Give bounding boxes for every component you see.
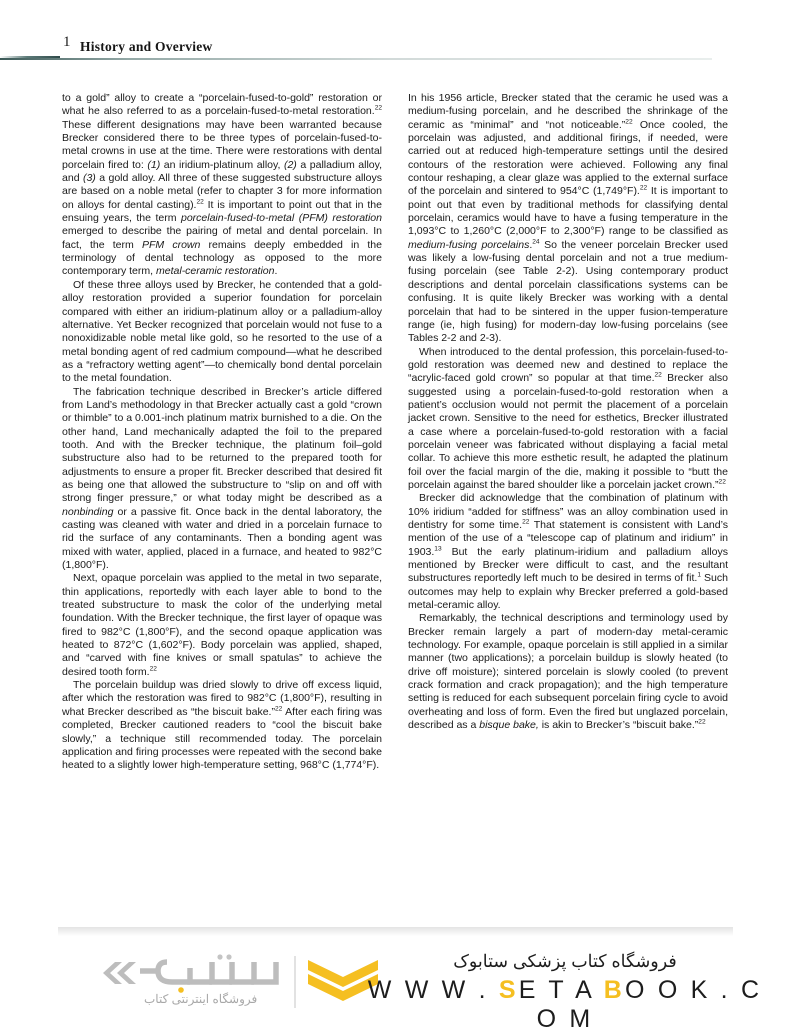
body-paragraph: The fabrication technique described in Brecker’s article differed from Land’s methodology in that Brecker actually cast a gold “crown or thimble” to a 0.001-inch platinum matrix burnished to a die. On the other hand, Land mechanically adapted the foil to the prepared tooth. And with the Brecker technique, the platinum foil–gold substructure also had to be returned to the prepared tooth for adjustments to ensure a proper fit. Brecker described that desired fit as being one that allowed the substructure to “slip on and off with strong finger pressure,” or what today might be described as a nonbinding or a passive fit. Once back in the dental laboratory, the casting was cleaned with water and dried in a porcelain furnace to rid the surface of any contaminants. Then a bonding agent was mixed with water, applied, placed in a furnace, and heated to 982°C (1,800°F). <box>62 385 382 572</box>
reference-marker: 22 <box>274 705 283 713</box>
logo-divider <box>294 956 296 1008</box>
reference-marker: 13 <box>434 545 442 553</box>
url-segment: W W W . <box>367 976 499 1004</box>
reference-marker: 22 <box>698 718 706 726</box>
reference-marker: 1 <box>697 571 701 579</box>
chapter-number: 1 <box>63 34 71 50</box>
body-paragraph: to a gold” alloy to create a “porcelain-fused-to-gold” restoration or what he also referred to as a porcelain-fused-to-metal restoration.$^{22}$ These different designations may have been warranted because Brecker considered there to be three types of porcelain-fused-to-metal crowns in use at the time. There were restorations with dental porcelain fired to: (1) an iridium-platinum alloy, (2) a palladium alloy, and (3) a gold alloy. All three of these suggested substructure alloys are based on a noble metal (refer to chapter 3 for more information on alloys for dental casting).$^{22}$ It is important to point out that in the ensuing years, the term porcelain-fused-to-metal (PFM) restoration emerged to describe the pairing of metal and dental porcelain. In fact, the term PFM crown remains deeply embedded in the terminology of dental technology as opposed to the more contemporary term, metal-ceramic restoration. <box>62 92 383 278</box>
footer-banner <box>0 940 791 1033</box>
body-paragraph: Of these three alloys used by Brecker, he contended that a gold-alloy restoration provided a superior foundation for porcelain compared with either an iridium-platinum alloy or a palladium-alloy alternative. Yet Becker recognized that porcelain would not fuse to a nonoxidizable noble metal like gold, so he resorted to the use of a metal bonding agent of red cadmium compound—what he described as a “refractory wetting agent”—to chemically bond dental porcelain to the metal foundation. <box>62 278 382 385</box>
url-highlight-letter: S <box>498 976 519 1004</box>
body-paragraph: Next, opaque porcelain was applied to the metal in two separate, thin applications, reportedly with each layer able to bond to the treated substructure to mask the color of the underlying metal foundation. With the Brecker technique, the first layer of opaque was fired to 982°C (1,800°F), and the second opaque application was heated to 872°C (1,602°F). Body porcelain was applied, shaped, and “carved with fine knives or small spatulas” to achieve the desired tooth form.$^{22}$ <box>62 572 382 678</box>
footer-website-url[interactable] <box>365 976 765 1034</box>
body-paragraph: Brecker did acknowledge that the combination of platinum with 10% iridium “added for stiffness” was an alloy combination used in dentistry for some time.$^{22}$ That statement is consistent with Land’s mention of the use of a “telescope cap of platinum and iridium” in 1903.13 But the early platinum-iridium and palladium alloys mentioned by Brecker were difficult to cast, and the resultant substructures reportedly left much to be desired in terms of fit.$^1$ Such outcomes may help to explain why Brecker preferred a gold-based metal-ceramic alloy. <box>408 492 728 612</box>
logo-wordmark-icon <box>70 954 290 994</box>
running-head-rule <box>0 58 712 60</box>
chapter-title: History and Overview <box>80 39 213 54</box>
body-paragraph: In his 1956 article, Brecker stated that the ceramic he used was a medium-fusing porcelain, and he described the shrinkage of the ceramic as “minimal” and “not noticeable.”$^{22}$ Once cooled, the porcelain was adjusted, and additional firings, if needed, were carried out at reduced high-temperature settings until the desired contours of the restoration were achieved. Following any final contour reshaping, a clear glaze was applied to the external surface of the porcelain and sintered to 954°C (1,749°F).$^{22}$ It is important to point out that even by traditional methods for classifying dental porcelain, ceramics would have to have a fusing temperature in the 1,093°C to 1,260°C (2,000°F to 2,300°F) range to be classified as medium-fusing porcelains.$^{24}$ So the veneer porcelain Brecker used was likely a low-fusing dental porcelain and not a true medium-fusing porcelain (see Table 2-2). Using contemporary product descriptions and dental porcelain classifications systems can be confusing. It is quite likely Brecker was working with a dental porcelain that had to be sintered in the upper fusion-temperature range (ie, high fusing) for modern-day low-fusing porcelains (see Tables 2-2 and 2-3). <box>408 92 728 345</box>
reference-marker: 24 <box>532 238 540 246</box>
footer-text-block <box>365 948 765 1034</box>
reference-marker: 22 <box>625 118 633 126</box>
reference-marker: 22 <box>149 665 157 673</box>
reference-marker: 22 <box>639 184 648 192</box>
footer-tagline: فروشگاه کتاب پزشکی ستابوک <box>453 951 677 971</box>
url-segment: E T A <box>518 976 604 1004</box>
reference-marker: 22 <box>196 198 204 206</box>
reference-marker: 22 <box>522 518 530 526</box>
logo-subtitle: فروشگاه اینترنتی کتاب <box>144 992 258 1006</box>
url-segment: O O K . C O M <box>536 976 763 1033</box>
url-highlight-letter: B <box>603 976 626 1004</box>
setabook-logo[interactable] <box>66 952 356 1014</box>
body-paragraph: Remarkably, the technical descriptions and terminology used by Brecker remain largely a part of modern-day metal-ceramic technology. For example, opaque porcelain is still applied in a similar manner (two applications); a porcelain buildup is slowly heated (to drive off moisture); sintered porcelain is slowly cooled (to prevent crack formation and crack propagation); and the high temperature setting is reduced for each subsequent porcelain firing cycle to avoid overheating and loss of form. Even the fired but unglazed porcelain, described as a bisque bake, is akin to Brecker’s “biscuit bake.”$^{22}$ <box>408 612 728 732</box>
right-column <box>408 92 728 773</box>
left-column <box>62 92 382 773</box>
running-head <box>0 34 791 64</box>
reference-marker: 22 <box>718 478 726 486</box>
body-columns <box>62 92 729 773</box>
body-paragraph: When introduced to the dental profession, this porcelain-fused-to-gold restoration was deemed new and destined to replace the “acrylic-faced gold crown” so popular at that time.$^{22}$ Brecker also suggested using a porcelain-fused-to-gold restoration when a patient’s occlusion would not permit the placement of a porcelain jacket crown. Sensitive to the need for esthetics, Brecker illustrated a case where a porcelain-fused-to-gold restoration with a facial porcelain veneer was fabricated without displaying a facial metal collar. To achieve this more esthetic result, he adapted the platinum foil over the facial margin of the die, making it possible to “butt the porcelain against the bared shoulder like a porcelain jacket crown.”$^{22}$ <box>408 345 728 491</box>
reference-marker: 22 <box>654 371 662 379</box>
footer-separator <box>58 927 733 936</box>
reference-marker: 22 <box>374 104 382 112</box>
body-paragraph: The porcelain buildup was dried slowly to drive off excess liquid, after which the restoration was fired to 982°C (1,800°F), resulting in what Brecker described as “the biscuit bake.”$^{22}$ After each firing was completed, Brecker cautioned readers to “cool the biscuit bake slowly,” a technique still recommended today. The porcelain application and firing processes were repeated with the second bake heated to a slightly lower high-temperature setting, 968°C (1,774°F). <box>62 679 382 772</box>
